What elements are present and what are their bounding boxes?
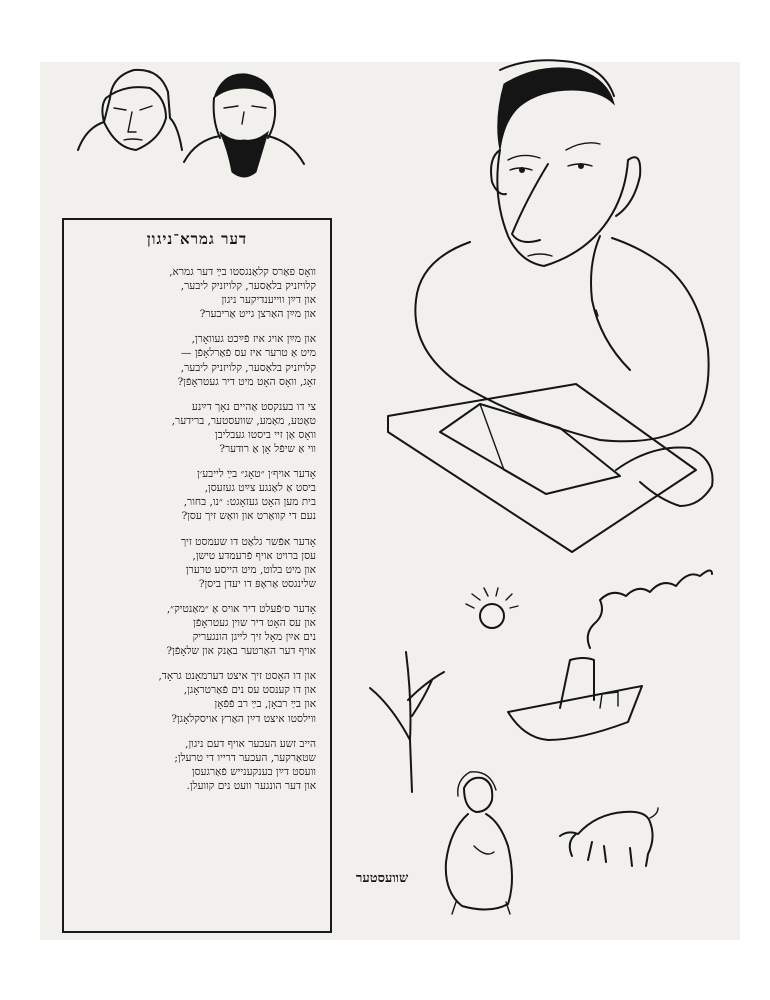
poem-title: דער גמרא־ניגון bbox=[146, 230, 248, 248]
poem-line: טאַטע, מאַמע, שוועסטער, ברידער, bbox=[171, 414, 316, 427]
poem-stanza bbox=[78, 467, 316, 523]
poem-line: זאָג, וואָס האָט מיט דיר געטראָפֿן? bbox=[177, 375, 316, 388]
steamboat-illustration bbox=[508, 570, 712, 740]
poem-line: נים אײַן מאָל זיך לײגן הונגעריק bbox=[192, 631, 316, 644]
sun-illustration bbox=[466, 588, 518, 628]
poem-stanza bbox=[78, 265, 316, 321]
poem-line: אויף דער האַרטער באַנק און שלאָפֿן? bbox=[166, 645, 316, 658]
poem-line: און דו האָסט זיך איצט דערמאָנט גראָד, bbox=[158, 670, 316, 683]
poem-line: און דער הונגער וועט נים קוועלן. bbox=[186, 779, 316, 792]
poem-line: אָדער אויף׳ן ״טאָג״ בײַ לייבע׳ן bbox=[197, 468, 316, 481]
poem-line: מיט אַ טרער איז עס פֿאַרלאָפֿן — bbox=[181, 347, 316, 360]
portrait-bearded-man-illustration bbox=[184, 74, 304, 177]
poem-line: וועסט דײַן בענקענייש פֿאַרגעסן bbox=[191, 765, 316, 778]
poem-stanza bbox=[78, 332, 316, 388]
poem-line: און דו קענסט עס נים פֿאַרטראָגן, bbox=[183, 684, 316, 697]
poem-line: וואָס אַן זיי ביסטו געבליבן bbox=[214, 428, 316, 441]
poem-line: און עס האָט דיר שוין געטראָפֿן bbox=[193, 616, 316, 629]
poem-line: הייב זשע העכער אויף דעם ניגון, bbox=[185, 737, 316, 750]
poem-stanza bbox=[78, 400, 316, 456]
poem-line: קלויזניק בלאַסער, קלויזניק ליבער, bbox=[180, 280, 316, 293]
poem-line: וואָס פאַרס קלאַנגסטו בײַ דער גמרא, bbox=[169, 266, 316, 278]
artist-signature: שוועסטער bbox=[356, 871, 409, 886]
poem-stanza bbox=[78, 602, 316, 658]
poem-stanza bbox=[78, 737, 316, 793]
portrait-old-man-illustration bbox=[78, 70, 182, 150]
poem-stanza bbox=[78, 669, 316, 725]
poem-line: צי דו בענקסט אַהיים נאָך דײַנע bbox=[191, 400, 316, 413]
poem-text-box bbox=[62, 218, 332, 933]
poem-line: אָדער אפֿשר גלאַט דו שעמסט זיך bbox=[180, 535, 316, 548]
poem-line: ווי אַ שיפֿל אָן אַ רודער? bbox=[219, 443, 316, 456]
poem-line: ווילסטו איצט דײַן האַרץ אויסקלאָגן? bbox=[171, 712, 316, 725]
tree-illustration bbox=[370, 652, 444, 792]
poem-line: און מיט בלוט, מיט הייסע טרערן bbox=[185, 563, 316, 576]
poem-line: און מײַן אויג איז פֿײַכט געוואָרן, bbox=[191, 333, 316, 346]
poem-line: און בײַ רבאָן, בײַ רב פֿפֿאָן bbox=[214, 698, 316, 711]
poem-line: נעם די קוואַרט און וואַש זיך עסן? bbox=[181, 510, 316, 523]
poem-line: ביסט אַ לאַנגע צײַט געזעסן, bbox=[204, 482, 316, 495]
sitting-child-illustration bbox=[446, 772, 512, 914]
poem-line: עסן ברויט אויף פֿרעמדע טישן, bbox=[192, 549, 316, 562]
poem-line: קלויזניק בלאַסער, קלויזניק ליבער, bbox=[180, 361, 316, 374]
poem-stanza bbox=[78, 535, 316, 591]
poem-line: און מײַן האַרצן גייט אַריבער? bbox=[199, 308, 316, 321]
poem-line: בית מען האָט געזאָגט: ״נו, בחור, bbox=[183, 496, 316, 509]
poem-line: אָדער ס׳פֿעלט דיר אויס אַ ״מאַנטיק״, bbox=[166, 602, 316, 615]
poem-line: שטאַרקער, העכער דרייו די טרעלן; bbox=[174, 751, 316, 764]
ox-illustration bbox=[560, 808, 658, 866]
yeshiva-student-illustration bbox=[388, 60, 713, 552]
poem-line: און דײַן ווייענדיקער ניגון bbox=[221, 294, 316, 307]
poem-line: שלינגסט אַראָפּ דו יעדן ביסן? bbox=[198, 577, 316, 590]
